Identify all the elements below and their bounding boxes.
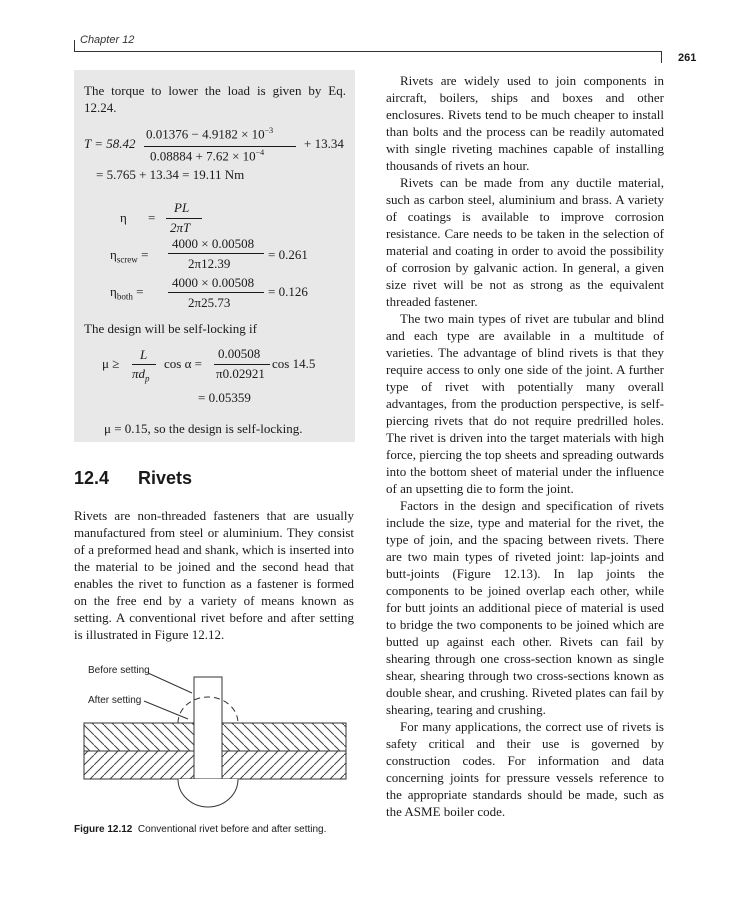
header-rule-right <box>661 51 662 63</box>
right-column <box>386 72 664 820</box>
figure-caption-number: Figure 12.12 <box>74 824 133 835</box>
eta-both-denominator: 2π25.73 <box>188 295 231 310</box>
figure-caption <box>74 824 326 835</box>
paragraph-rivet-types: The two main types of rivet are tubular and blind and each type are available in a multitude of varieties. The advantage of blind rivets is that they require access to only one side of the joint. A further type of rivet with potentially many overall advantages, from the production perspective, is self-piercing rivets that do not require predrilled holes. The rivet is driven into the target materials with high force, piercing the top sheets and spreading outwards into the bottom sheet of material under the influence of an upsetting die to form the joint. <box>386 311 664 496</box>
eta-symbol: η <box>120 210 127 225</box>
eta-equals: = <box>148 210 156 225</box>
page-number: 261 <box>678 52 697 64</box>
eta-screw-subscript: screw <box>116 254 138 265</box>
eta-screw-result: = 0.261 <box>268 247 308 262</box>
torque-result: = 5.765 + 13.34 = 19.11 Nm <box>96 167 245 182</box>
paragraph-rivet-uses: Rivets are widely used to join components in aircraft, boilers, ships and boxes and other enclosures. Rivets tend to be much cheaper to install than bolts and the process can be readily automated with single riveting machines capable of installing thousands of rivets an hour. <box>386 73 664 173</box>
eta-both-result: = 0.126 <box>268 284 308 299</box>
before-setting-leader <box>148 673 192 693</box>
eta-screw-numerator: 4000 × 0.00508 <box>172 236 255 251</box>
torque-denominator <box>150 148 264 164</box>
eta-both-subscript: both <box>116 291 133 302</box>
before-setting-label: Before setting <box>88 665 150 676</box>
section-number: 12.4 <box>74 468 110 488</box>
self-locking-conclusion: μ = 0.15, so the design is self-locking. <box>104 421 303 436</box>
eta-both-numerator: 4000 × 0.00508 <box>172 275 255 290</box>
torque-fraction-line <box>144 146 296 147</box>
mu-numerator-2: 0.00508 <box>218 346 261 361</box>
eta-fraction-line <box>166 218 202 219</box>
mu-numerator: L <box>140 347 148 362</box>
paragraph-rivet-safety: For many applications, the correct use of rivets is safety critical and their use is governed by construction codes. For information and data concerning joints for pressure vessels reference to the appropriate standards should be made, such as the ASME boiler code. <box>386 719 664 819</box>
running-header-chapter: Chapter 12 <box>80 34 135 46</box>
torque-numerator-exp: −3 <box>264 126 274 135</box>
after-setting-leader <box>144 701 188 719</box>
mu-fraction-line-2 <box>214 364 270 365</box>
header-rule <box>74 51 662 52</box>
mu-denominator <box>132 366 150 384</box>
mu-lhs: μ ≥ <box>102 356 120 371</box>
example-intro: The torque to lower the load is given by Eq. 12.24. <box>84 83 346 115</box>
eta-both-label: $\eta_{both}$ = <box>110 284 144 302</box>
mu-result: = 0.05359 <box>198 390 251 405</box>
eta-denominator: 2πT <box>170 220 191 235</box>
paragraph-rivet-materials: Rivets can be made from any ductile material, such as carbon steel, aluminium and brass. A variety of coatings is available to improve corrosion resistance. Care needs to be taken in the selection of material and coating in order to avoid the possibility of corrosion by galvanic action. In general, a given size rivet will be not as strong as the equivalent threaded fastener. <box>386 175 664 309</box>
worked-example-box <box>74 70 355 442</box>
mu-fraction-line <box>132 364 156 365</box>
eta-screw-label: $\eta_{screw}$ = <box>110 247 149 265</box>
paragraph-rivet-design-factors: Factors in the design and specification of rivets include the size, type and material for the rivet, the type of join, and the spacing between rivets. There are two main types of riveted joint: lap-joints and butt-joints (Figure 12.13). In lap joints the components to be joined overlap each other, while for butt joints an additional piece of material is used to bridge the two components to be joined which are butted up against each other. Rivets can fail by shearing through one cross-section known as single shear, shearing through two cross-sections known as double shear, and crushing. Riveted plates can fail by shearing, tearing and crushing. <box>386 498 664 717</box>
torque-lhs: T = 58.42 <box>84 136 136 151</box>
mu-denominator-2: π0.02921 <box>216 366 265 381</box>
mu-cos: cos α = <box>164 356 202 371</box>
eta-both-fraction-line <box>168 292 264 293</box>
rivet-shank <box>194 677 222 779</box>
self-locking-text: The design will be self-locking if <box>84 321 257 336</box>
mu-cos-2: cos 14.5 <box>272 356 316 371</box>
after-setting-label: After setting <box>88 695 142 706</box>
section-title: Rivets <box>138 468 193 488</box>
rivet-figure <box>74 655 364 820</box>
section-heading <box>74 468 192 489</box>
mu-denominator-text: πd <box>132 366 146 381</box>
preformed-head <box>178 779 238 807</box>
torque-denominator-exp: −4 <box>255 148 265 157</box>
torque-denominator-text: 0.08884 + 7.62 × 10 <box>150 148 256 164</box>
eta-screw-fraction-line <box>168 253 264 254</box>
torque-plus-term: + 13.34 <box>304 136 344 151</box>
torque-numerator-text: 0.01376 − 4.9182 × 10 <box>146 126 265 142</box>
torque-numerator <box>146 126 273 142</box>
figure-caption-text: Conventional rivet before and after setting. <box>137 824 327 835</box>
eta-screw-denominator: 2π12.39 <box>188 256 231 271</box>
rivets-intro-paragraph: Rivets are non-threaded fasteners that are usually manufactured from steel or aluminium. They consist of a preformed head and shank, which is inserted into the material to be joined and the second head that enables the rivet to function as a fastener is formed on the free end by a variety of means known as setting. A conventional rivet before and after setting is illustrated in Figure 12.12. <box>74 508 354 642</box>
eta-numerator: PL <box>174 200 190 215</box>
mu-denominator-subscript: p <box>145 373 150 384</box>
